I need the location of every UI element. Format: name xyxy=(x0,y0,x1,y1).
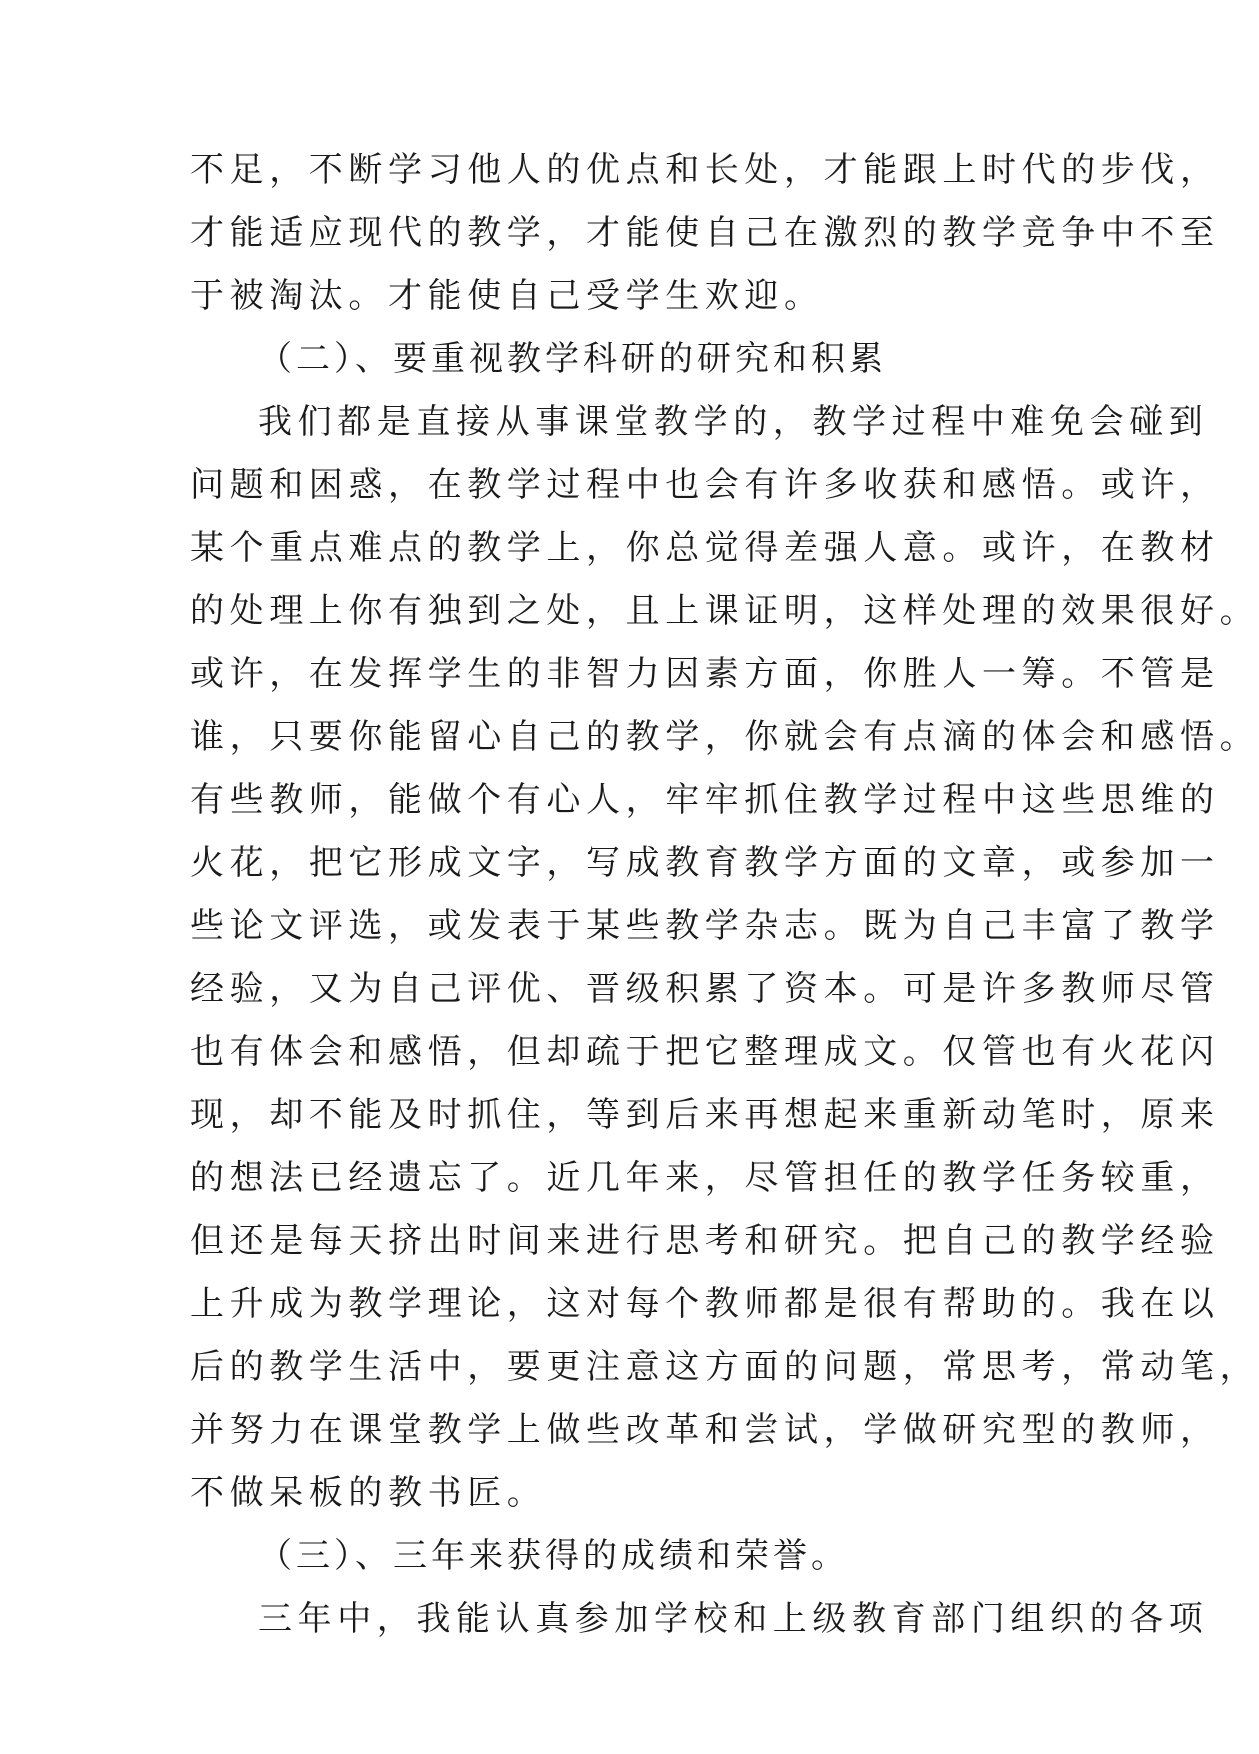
text-line: 某个重点难点的教学上，你总觉得差强人意。或许，在教材 xyxy=(190,528,1220,568)
text-line: 上升成为教学理论，这对每个教师都是很有帮助的。我在以 xyxy=(190,1284,1220,1324)
text-line: 火花，把它形成文字，写成教育教学方面的文章，或参加一 xyxy=(190,843,1220,883)
section-heading: （三）、三年来获得的成绩和荣誉。 xyxy=(258,1536,849,1576)
text-line: 经验，又为自己评优、晋级积累了资本。可是许多教师尽管 xyxy=(190,969,1220,1009)
text-line: 才能适应现代的教学，才能使自己在激烈的教学竞争中不至 xyxy=(190,213,1220,253)
text-line: 谁，只要你能留心自己的教学，你就会有点滴的体会和感悟。 xyxy=(190,717,1259,757)
text-line: 不足，不断学习他人的优点和长处，才能跟上时代的步伐， xyxy=(190,150,1220,190)
text-line: 问题和困惑，在教学过程中也会有许多收获和感悟。或许， xyxy=(190,465,1220,505)
text-line: 些论文评选，或发表于某些教学杂志。既为自己丰富了教学 xyxy=(190,906,1220,946)
text-line: 后的教学生活中，要更注意这方面的问题，常思考，常动笔， xyxy=(190,1347,1259,1387)
text-line: 三年中，我能认真参加学校和上级教育部门组织的各项 xyxy=(258,1599,1209,1639)
text-line: 于被淘汰。才能使自己受学生欢迎。 xyxy=(190,276,824,316)
text-line: 现，却不能及时抓住，等到后来再想起来重新动笔时，原来 xyxy=(190,1095,1220,1135)
text-line: 有些教师，能做个有心人，牢牢抓住教学过程中这些思维的 xyxy=(190,780,1220,820)
text-line: 不做呆板的教书匠。 xyxy=(190,1473,547,1513)
text-line: 并努力在课堂教学上做些改革和尝试，学做研究型的教师， xyxy=(190,1410,1220,1450)
text-line: 我们都是直接从事课堂教学的，教学过程中难免会碰到 xyxy=(258,402,1209,442)
text-line: 或许，在发挥学生的非智力因素方面，你胜人一筹。不管是 xyxy=(190,654,1220,694)
text-line: 的想法已经遗忘了。近几年来，尽管担任的教学任务较重， xyxy=(190,1158,1220,1198)
section-heading: （二）、要重视教学科研的研究和积累 xyxy=(258,339,887,379)
text-line: 但还是每天挤出时间来进行思考和研究。把自己的教学经验 xyxy=(190,1221,1220,1261)
text-line: 也有体会和感悟，但却疏于把它整理成文。仅管也有火花闪 xyxy=(190,1032,1220,1072)
text-line: 的处理上你有独到之处，且上课证明，这样处理的效果很好。 xyxy=(190,591,1259,631)
